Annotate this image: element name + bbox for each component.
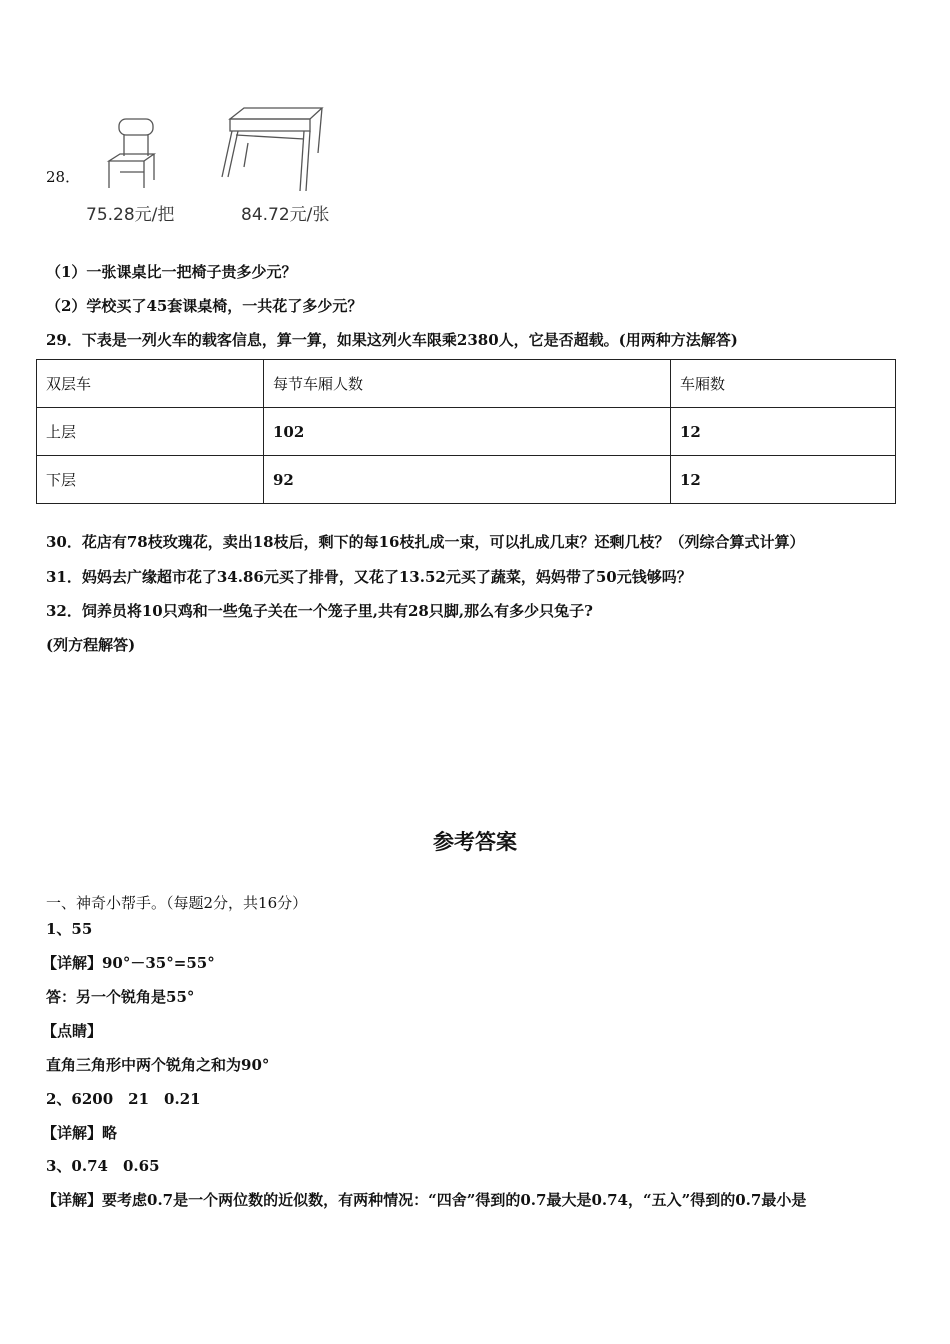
question-28-sub2: （2）学校买了45套课桌椅，一共花了多少元？ xyxy=(46,297,363,315)
table-cell: 12 xyxy=(671,408,896,456)
table-header-cell: 双层车 xyxy=(37,360,264,408)
answer-1-comment: 直角三角形中两个锐角之和为90° xyxy=(46,1056,270,1074)
question-32-note: (列方程解答) xyxy=(46,636,136,654)
question-32: 32．饲养员将10只鸡和一些兔子关在一个笼子里,共有28只脚,那么有多少只兔子? xyxy=(46,602,593,620)
table-cell: 下层 xyxy=(37,456,264,504)
table-header-row xyxy=(37,360,896,408)
table-cell: 92 xyxy=(264,456,671,504)
table-row xyxy=(37,456,896,504)
answers-title: 参考答案 xyxy=(433,829,517,854)
chair-price: 75.28元/把 xyxy=(86,205,175,225)
answer-3: 3、0.74 0.65 xyxy=(46,1157,160,1175)
answer-2: 2、6200 21 0.21 xyxy=(46,1090,201,1108)
table-cell: 102 xyxy=(264,408,671,456)
question-30: 30．花店有78枝玫瑰花，卖出18枝后，剩下的每16枝扎成一束，可以扎成几束？还剩几枝？（列综合算式计算） xyxy=(46,533,805,551)
chair-illustration xyxy=(104,116,160,192)
desk-price: 84.72元/张 xyxy=(241,205,330,225)
table-row xyxy=(37,408,896,456)
table-cell: 上层 xyxy=(37,408,264,456)
question-29-text: 29．下表是一列火车的载客信息，算一算，如果这列火车限乘2380人，它是否超载。(用两种方法解答) xyxy=(46,331,738,349)
answer-3-detail: 【详解】要考虑0.7是一个两位数的近似数，有两种情况：“四舍”得到的0.7最大是0.74，“五入”得到的0.7最小是 xyxy=(42,1191,807,1209)
table-header-cell: 每节车厢人数 xyxy=(264,360,671,408)
answer-1-comment-label: 【点睛】 xyxy=(42,1022,103,1040)
train-capacity-table xyxy=(36,359,896,504)
answer-1: 1、55 xyxy=(46,920,93,938)
answer-2-detail: 【详解】略 xyxy=(42,1124,118,1142)
question-28-number: 28． xyxy=(46,168,81,186)
question-31: 31．妈妈去广缘超市花了34.86元买了排骨，又花了13.52元买了蔬菜，妈妈带了50元钱够吗？ xyxy=(46,568,692,586)
answer-1-reply: 答：另一个锐角是55° xyxy=(46,988,195,1006)
table-cell: 12 xyxy=(671,456,896,504)
desk-illustration xyxy=(218,105,326,193)
question-28-sub1: （1）一张课桌比一把椅子贵多少元？ xyxy=(46,263,297,281)
table-header-cell: 车厢数 xyxy=(671,360,896,408)
answers-section-1: 一、神奇小帮手。（每题2分，共16分） xyxy=(46,894,308,912)
answer-1-detail: 【详解】90°－35°=55° xyxy=(42,954,215,972)
